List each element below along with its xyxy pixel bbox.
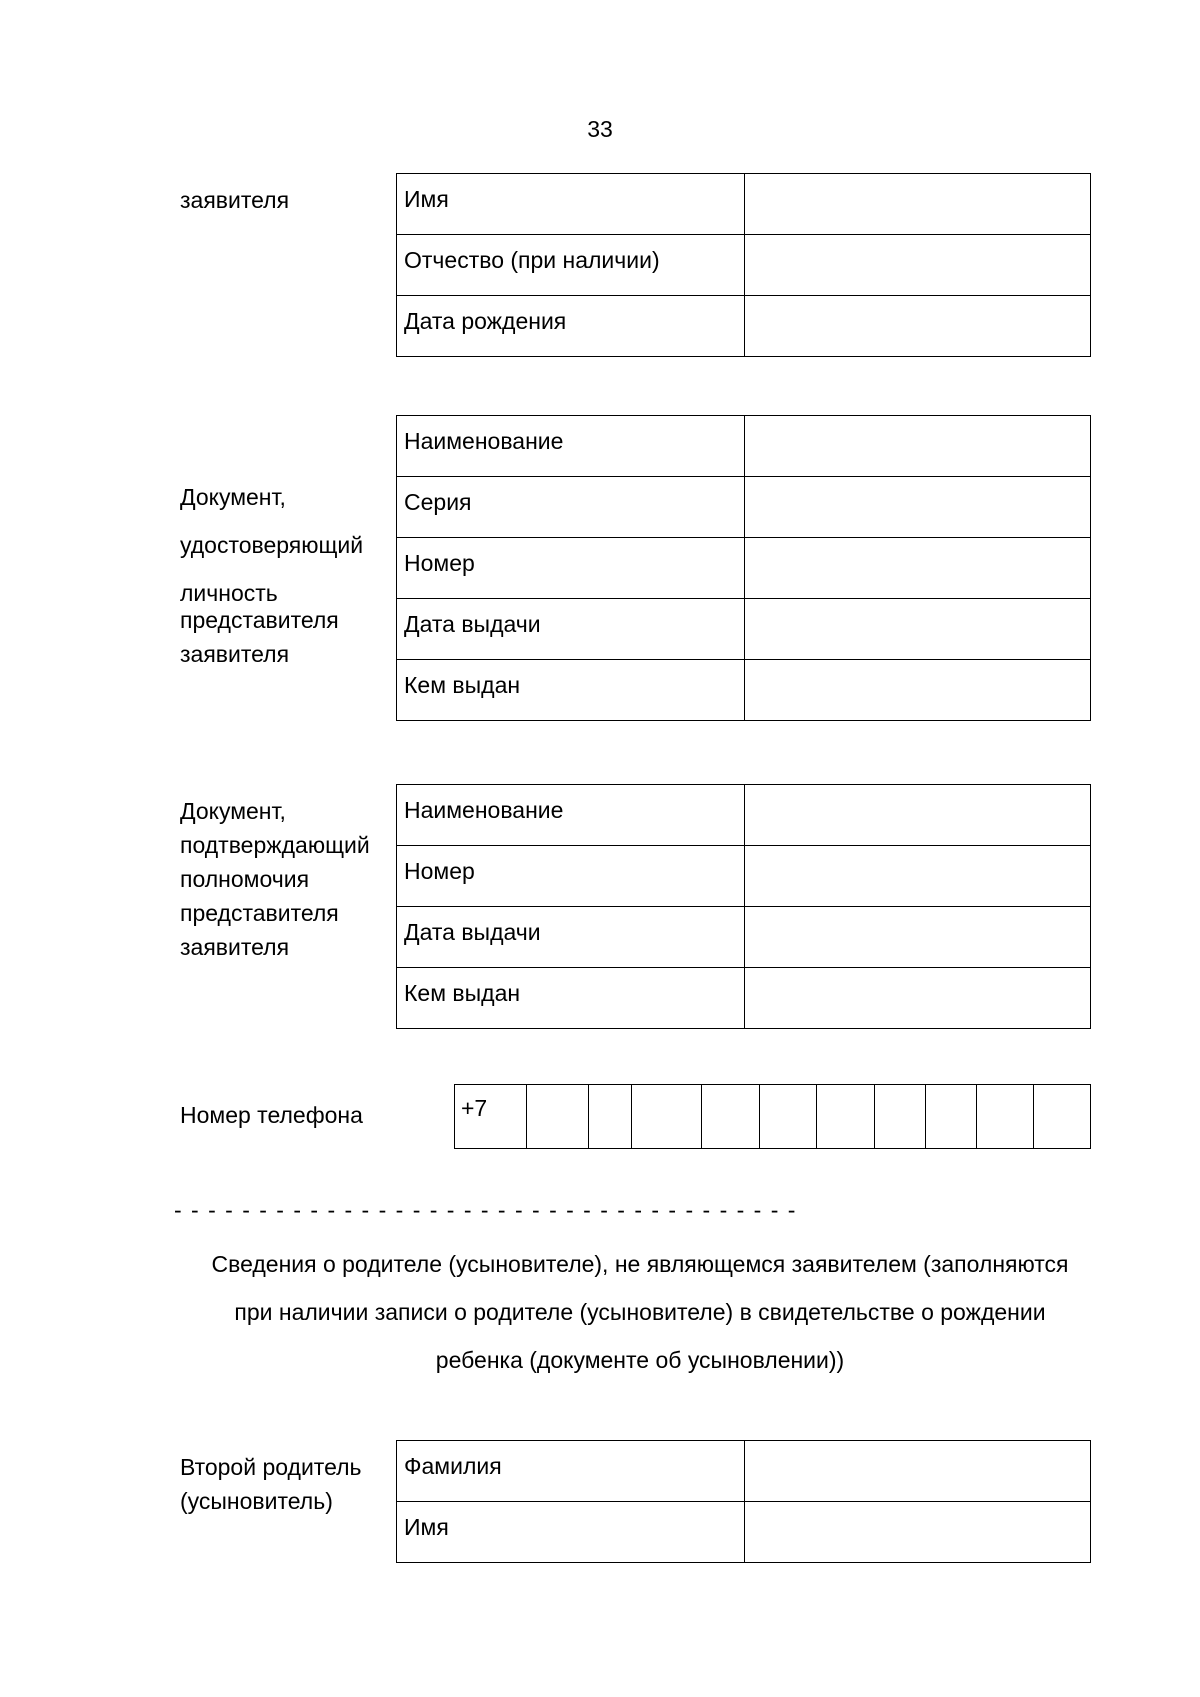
table-row [397, 846, 1091, 907]
table-row [397, 235, 1091, 296]
table-row [397, 296, 1091, 357]
first-name-label: Имя [397, 174, 745, 235]
second-parent-label-line: Второй родитель [180, 1454, 362, 1480]
id-doc-issue-date-label: Дата выдачи [397, 599, 745, 660]
second-parent-first-name-field[interactable] [745, 1502, 1091, 1563]
surname-field[interactable] [745, 1441, 1091, 1502]
auth-doc-name-label: Наименование [397, 785, 745, 846]
auth-doc-number-field[interactable] [745, 846, 1091, 907]
id-doc-series-label: Серия [397, 477, 745, 538]
surname-label: Фамилия [397, 1441, 745, 1502]
identity-label-line: личность [180, 580, 278, 606]
identity-document-section-label [180, 473, 363, 671]
table-row [397, 538, 1091, 599]
authority-label-line: полномочия [180, 866, 310, 892]
table-row [397, 907, 1091, 968]
authority-label-line: представителя [180, 900, 339, 926]
applicant-table [396, 173, 1091, 357]
identity-document-table [396, 415, 1091, 721]
authority-label-line: заявителя [180, 934, 290, 960]
id-doc-series-field[interactable] [745, 477, 1091, 538]
table-row [397, 1502, 1091, 1563]
phone-digit-cell[interactable] [632, 1085, 702, 1149]
first-name-field[interactable] [745, 174, 1091, 235]
patronymic-label: Отчество (при наличии) [397, 235, 745, 296]
id-doc-number-label: Номер [397, 538, 745, 599]
auth-doc-issue-date-label: Дата выдачи [397, 907, 745, 968]
auth-doc-name-field[interactable] [745, 785, 1091, 846]
auth-doc-number-label: Номер [397, 846, 745, 907]
table-row [397, 660, 1091, 721]
second-parent-table [396, 1440, 1091, 1563]
table-row [397, 599, 1091, 660]
authority-document-section-label [180, 794, 370, 964]
phone-label: Номер телефона [180, 1102, 363, 1128]
id-doc-issue-date-field[interactable] [745, 599, 1091, 660]
table-row [397, 1441, 1091, 1502]
note-line: ребенка (документе об усыновлении)) [435, 1347, 845, 1373]
applicant-section-label [180, 183, 289, 217]
id-doc-name-field[interactable] [745, 416, 1091, 477]
authority-document-table [396, 784, 1091, 1029]
table-row [397, 416, 1091, 477]
patronymic-field[interactable] [745, 235, 1091, 296]
auth-doc-issued-by-field[interactable] [745, 968, 1091, 1029]
identity-label-line: удостоверяющий [180, 532, 364, 558]
phone-prefix: +7 [455, 1085, 527, 1149]
table-row [397, 477, 1091, 538]
phone-digit-cell[interactable] [817, 1085, 875, 1149]
identity-label-line: представителя [180, 607, 339, 633]
identity-label-line: Документ, [180, 484, 286, 510]
authority-label-line: Документ, [180, 798, 286, 824]
id-doc-name-label: Наименование [397, 416, 745, 477]
table-row [455, 1085, 1091, 1149]
id-doc-issued-by-label: Кем выдан [397, 660, 745, 721]
auth-doc-issue-date-field[interactable] [745, 907, 1091, 968]
applicant-label-line: заявителя [180, 187, 290, 213]
second-parent-first-name-label: Имя [397, 1502, 745, 1563]
table-row [397, 174, 1091, 235]
phone-digit-cell[interactable] [589, 1085, 632, 1149]
birth-date-label: Дата рождения [397, 296, 745, 357]
id-doc-number-field[interactable] [745, 538, 1091, 599]
phone-digit-cell[interactable] [760, 1085, 817, 1149]
phone-digit-cell[interactable] [527, 1085, 589, 1149]
phone-digit-cell[interactable] [875, 1085, 926, 1149]
note-line: Сведения о родителе (усыновителе), не являющемся заявителем (заполняются [211, 1251, 1069, 1277]
phone-digit-cell[interactable] [702, 1085, 760, 1149]
birth-date-field[interactable] [745, 296, 1091, 357]
phone-digit-cell[interactable] [926, 1085, 977, 1149]
auth-doc-issued-by-label: Кем выдан [397, 968, 745, 1029]
identity-label-line: заявителя [180, 641, 290, 667]
page-number: 33 [587, 116, 613, 142]
note-line: при наличии записи о родителе (усыновителе) в свидетельстве о рождении [234, 1299, 1046, 1325]
phone-digit-cell[interactable] [1034, 1085, 1091, 1149]
second-parent-label-line: (усыновитель) [180, 1488, 333, 1514]
dashed-separator: - - - - - - - - - - - - - - - - - - - - - - - - - - - - - - - - - - - - - [174, 1197, 797, 1223]
table-row [397, 968, 1091, 1029]
table-row [397, 785, 1091, 846]
authority-label-line: подтверждающий [180, 832, 370, 858]
phone-digit-cell[interactable] [977, 1085, 1034, 1149]
second-parent-section-label [180, 1450, 362, 1518]
id-doc-issued-by-field[interactable] [745, 660, 1091, 721]
phone-number-grid [454, 1084, 1091, 1149]
second-parent-note [170, 1240, 1110, 1384]
